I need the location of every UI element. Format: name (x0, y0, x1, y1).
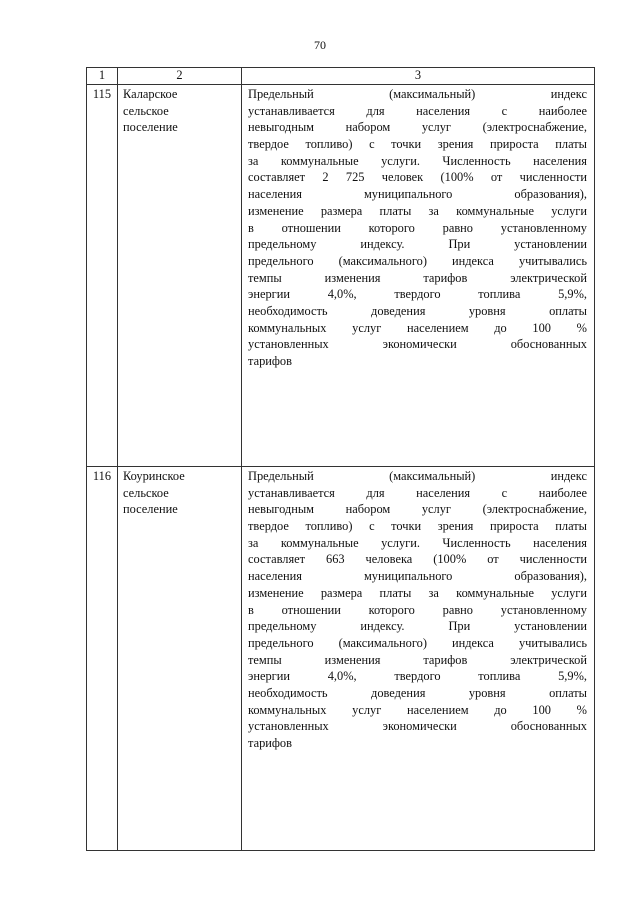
description-line: изменение размера платы за коммунальные услуги (248, 203, 587, 218)
table-row (87, 467, 595, 851)
description-line: энергии 4,0%, твердого топлива 5,9%, (248, 669, 587, 684)
table-row (87, 85, 595, 467)
settlement-name (118, 85, 242, 467)
description-line: Предельный (максимальный) индекс (248, 87, 587, 101)
description-line: устанавливается для населения с наиболее (248, 485, 587, 500)
description-line: энергии 4,0%, твердого топлива 5,9%, (248, 287, 587, 302)
description-line: предельного (максимального) индекса учитывались (248, 253, 587, 268)
header-col-3: 3 (242, 68, 595, 85)
index-description (242, 85, 595, 467)
description-line: темпы изменения тарифов электрической (248, 652, 587, 667)
tariff-index-table (86, 67, 595, 851)
description-line: за коммунальные услуги. Численность населения (248, 153, 587, 168)
description-line: темпы изменения тарифов электрической (248, 270, 587, 285)
description-line: изменение размера платы за коммунальные услуги (248, 585, 587, 600)
row-number: 115 (87, 85, 118, 467)
row-number: 116 (87, 467, 118, 851)
description-line: предельному индексу. При установлении (248, 237, 587, 252)
description-line: предельного (максимального) индекса учитывались (248, 635, 587, 650)
description-line: в отношении которого равно установленному (248, 602, 587, 617)
description-line: населения муниципального образования), (248, 569, 587, 584)
header-col-2: 2 (118, 68, 242, 85)
description-line: твердое топливо) с точки зрения прироста платы (248, 519, 587, 534)
description-line: составляет 2 725 человек (100% от численности (248, 170, 587, 185)
settlement-name-line: поселение (123, 120, 178, 135)
description-line: в отношении которого равно установленному (248, 220, 587, 235)
settlement-name-line: Коуринское (123, 469, 185, 483)
description-line: необходимость доведения уровня оплаты (248, 685, 587, 700)
table-header-row (87, 68, 595, 85)
description-line: установленных экономически обоснованных (248, 719, 587, 734)
description-line: необходимость доведения уровня оплаты (248, 303, 587, 318)
description-line: твердое топливо) с точки зрения прироста платы (248, 137, 587, 152)
description-line: населения муниципального образования), (248, 187, 587, 202)
description-line: за коммунальные услуги. Численность населения (248, 535, 587, 550)
description-line: невыгодным набором услуг (электроснабжение, (248, 502, 587, 517)
index-description (242, 467, 595, 851)
page-number: 70 (314, 38, 326, 52)
description-line: устанавливается для населения с наиболее (248, 103, 587, 118)
description-line: Предельный (максимальный) индекс (248, 469, 587, 483)
description-line: предельному индексу. При установлении (248, 619, 587, 634)
description-line: тарифов (248, 354, 292, 368)
description-line: составляет 663 человека (100% от численности (248, 552, 587, 567)
description-line: тарифов (248, 736, 292, 750)
header-col-1: 1 (87, 68, 118, 85)
description-line: коммунальных услуг населением до 100 % (248, 320, 587, 335)
settlement-name-line: Каларское (123, 87, 178, 101)
description-line: коммунальных услуг населением до 100 % (248, 702, 587, 717)
description-line: установленных экономически обоснованных (248, 337, 587, 352)
settlement-name (118, 467, 242, 851)
settlement-name-line: поселение (123, 502, 178, 517)
settlement-name-line: сельское (123, 485, 169, 500)
settlement-name-line: сельское (123, 103, 169, 118)
description-line: невыгодным набором услуг (электроснабжение, (248, 120, 587, 135)
